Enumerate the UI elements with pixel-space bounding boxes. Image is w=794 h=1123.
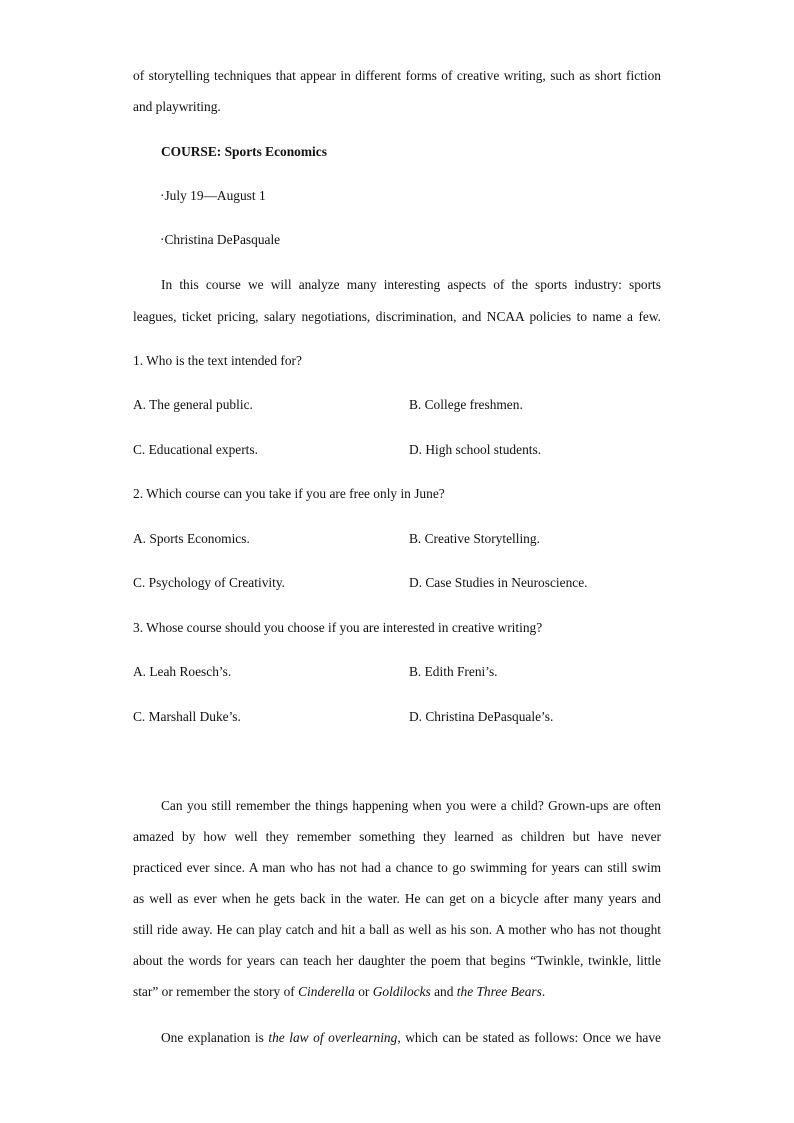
- title-cinderella: Cinderella: [298, 984, 355, 999]
- passage-line: as well as ever when he gets back in the water. He can get on a bicycle after many years and: [133, 891, 661, 906]
- title-three-bears: the Three Bears: [456, 984, 542, 999]
- question-2-prompt: 2. Which course can you take if you are free only in June?: [133, 486, 445, 501]
- text-run: or: [354, 984, 373, 999]
- text-run: star” or remember the story of: [133, 984, 299, 999]
- question-1-option-a: A. The general public.: [133, 397, 253, 412]
- question-2-option-a: A. Sports Economics.: [133, 531, 250, 546]
- text-run: .: [541, 984, 546, 999]
- passage-line: Can you still remember the things happening when you were a child? Grown-ups are often: [161, 798, 661, 813]
- passage-line: still ride away. He can play catch and hit a ball as well as his son. A mother who has not thought: [133, 922, 661, 937]
- question-1-option-b: B. College freshmen.: [409, 397, 523, 412]
- course-instructor: ·Christina DePasquale: [160, 232, 281, 247]
- term-law-of-overlearning: the law of overlearning: [268, 1030, 398, 1045]
- title-goldilocks: Goldilocks: [372, 984, 431, 999]
- question-2-option-b: B. Creative Storytelling.: [409, 531, 540, 546]
- intro-line-1: of storytelling techniques that appear in different forms of creative writing, such as short fiction: [133, 68, 661, 83]
- course-description-line-2: leagues, ticket pricing, salary negotiations, discrimination, and NCAA policies to name a few.: [133, 309, 661, 324]
- question-2-option-d: D. Case Studies in Neuroscience.: [409, 575, 588, 590]
- question-3-option-a: A. Leah Roesch’s.: [133, 664, 232, 679]
- text-run: and: [430, 984, 457, 999]
- passage-line: practiced ever since. A man who has not had a chance to go swimming for years can still swim: [133, 860, 661, 875]
- text-run: One explanation is: [161, 1030, 269, 1045]
- question-3-option-b: B. Edith Freni’s.: [409, 664, 498, 679]
- question-1-option-c: C. Educational experts.: [133, 442, 258, 457]
- question-3-option-d: D. Christina DePasquale’s.: [409, 709, 554, 724]
- course-description-line-1: In this course we will analyze many interesting aspects of the sports industry: sports: [161, 277, 661, 292]
- passage-paragraph-2-line-1: [161, 1030, 661, 1046]
- passage-line: amazed by how well they remember something they learned as children but have never: [133, 829, 661, 844]
- text-run: , which can be stated as follows: Once we have: [397, 1030, 661, 1045]
- question-3-prompt: 3. Whose course should you choose if you are interested in creative writing?: [133, 620, 543, 635]
- question-3-option-c: C. Marshall Duke’s.: [133, 709, 241, 724]
- question-1-option-d: D. High school students.: [409, 442, 542, 457]
- intro-line-2: and playwriting.: [133, 99, 221, 114]
- question-2-option-c: C. Psychology of Creativity.: [133, 575, 285, 590]
- course-dates: ·July 19—August 1: [160, 188, 266, 203]
- passage-line-last: [133, 984, 661, 1000]
- course-heading: COURSE: Sports Economics: [161, 144, 327, 159]
- question-1-prompt: 1. Who is the text intended for?: [133, 353, 302, 368]
- passage-line: about the words for years can teach her daughter the poem that begins “Twinkle, twinkle, little: [133, 953, 661, 968]
